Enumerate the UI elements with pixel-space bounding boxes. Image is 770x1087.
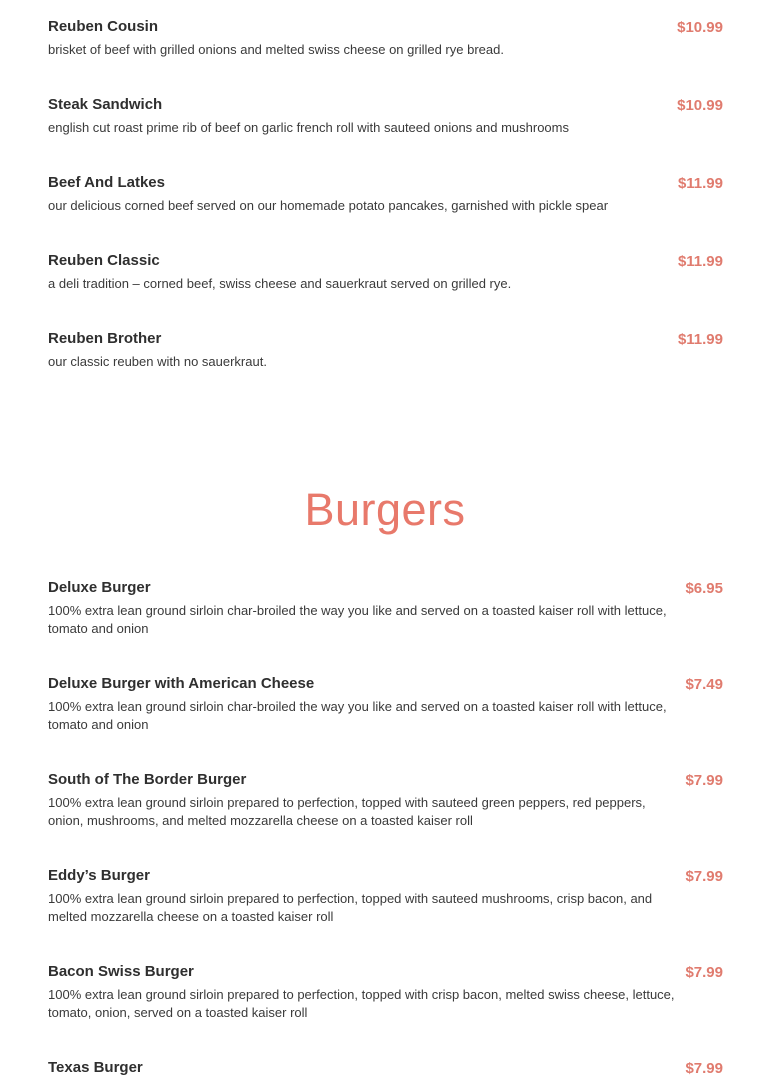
menu-item-description: our delicious corned beef served on our homemade potato pancakes, garnished with pickle spear (48, 198, 609, 213)
menu-item-description: english cut roast prime rib of beef on garlic french roll with sauteed onions and mushrooms (48, 120, 569, 135)
menu-item-price: $11.99 (677, 331, 723, 348)
menu-item (48, 866, 723, 926)
section-title-burgers: Burgers (304, 484, 466, 535)
menu-item-description: 100% extra lean ground sirloin prepared to perfection, topped with sauteed green peppers, red peppers, onion, mushrooms, and melted mozzarella cheese on a toasted kaiser roll (48, 795, 646, 828)
menu-item-name: Reuben Classic (48, 252, 160, 269)
menu-item-name: South of The Border Burger (48, 771, 247, 788)
menu-item-description: our classic reuben with no sauerkraut. (48, 354, 267, 369)
menu-item-description: brisket of beef with grilled onions and melted swiss cheese on grilled rye bread. (48, 42, 504, 57)
menu-item (48, 329, 723, 371)
menu-item-name: Steak Sandwich (48, 96, 163, 113)
menu-item-description: 100% extra lean ground sirloin char-broiled the way you like and served on a toasted kaiser roll with lettuce, tomato and onion (48, 699, 667, 732)
menu-item-price: $7.99 (685, 772, 723, 789)
menu-item-name: Bacon Swiss Burger (48, 963, 194, 980)
menu-item-name: Eddy’s Burger (48, 867, 150, 884)
menu-item (48, 1058, 723, 1078)
menu-item-name: Reuben Brother (48, 330, 162, 347)
menu-item-name: Texas Burger (48, 1059, 143, 1076)
menu-item (48, 962, 723, 1022)
menu-item-price: $7.99 (685, 868, 723, 885)
menu-item-description: 100% extra lean ground sirloin char-broiled the way you like and served on a toasted kaiser roll with lettuce, tomato and onion (48, 603, 667, 636)
menu-item-price: $7.99 (685, 964, 723, 981)
menu-item (48, 770, 723, 830)
menu-item-name: Reuben Cousin (48, 18, 159, 35)
menu-item-price: $7.99 (685, 1060, 723, 1077)
menu-item-description: 100% extra lean ground sirloin prepared to perfection, topped with crisp bacon, melted swiss cheese, lettuce, tomato, onion, served on a toasted kaiser roll (48, 987, 675, 1020)
menu-item-name: Deluxe Burger with American Cheese (48, 675, 315, 692)
menu-item (48, 95, 723, 137)
menu-item (48, 17, 723, 59)
menu-item (48, 173, 723, 215)
menu-item-price: $10.99 (677, 19, 723, 36)
menu-item (48, 578, 723, 638)
menu-item-price: $10.99 (677, 97, 723, 114)
menu-item-price: $6.95 (685, 580, 723, 597)
menu-item-description: 100% extra lean ground sirloin prepared to perfection, topped with sauteed mushrooms, crisp bacon, and melted mozzarella cheese on a toasted kaiser roll (48, 891, 653, 924)
menu-item-name: Beef And Latkes (48, 174, 165, 191)
menu-item-price: $7.49 (685, 676, 723, 693)
menu-item (48, 674, 723, 734)
menu-item-description: a deli tradition – corned beef, swiss cheese and sauerkraut served on grilled rye. (48, 276, 512, 291)
menu-item-price: $11.99 (677, 175, 723, 192)
menu-item (48, 251, 723, 293)
menu-item-name: Deluxe Burger (48, 579, 151, 596)
menu-item-price: $11.99 (677, 253, 723, 270)
